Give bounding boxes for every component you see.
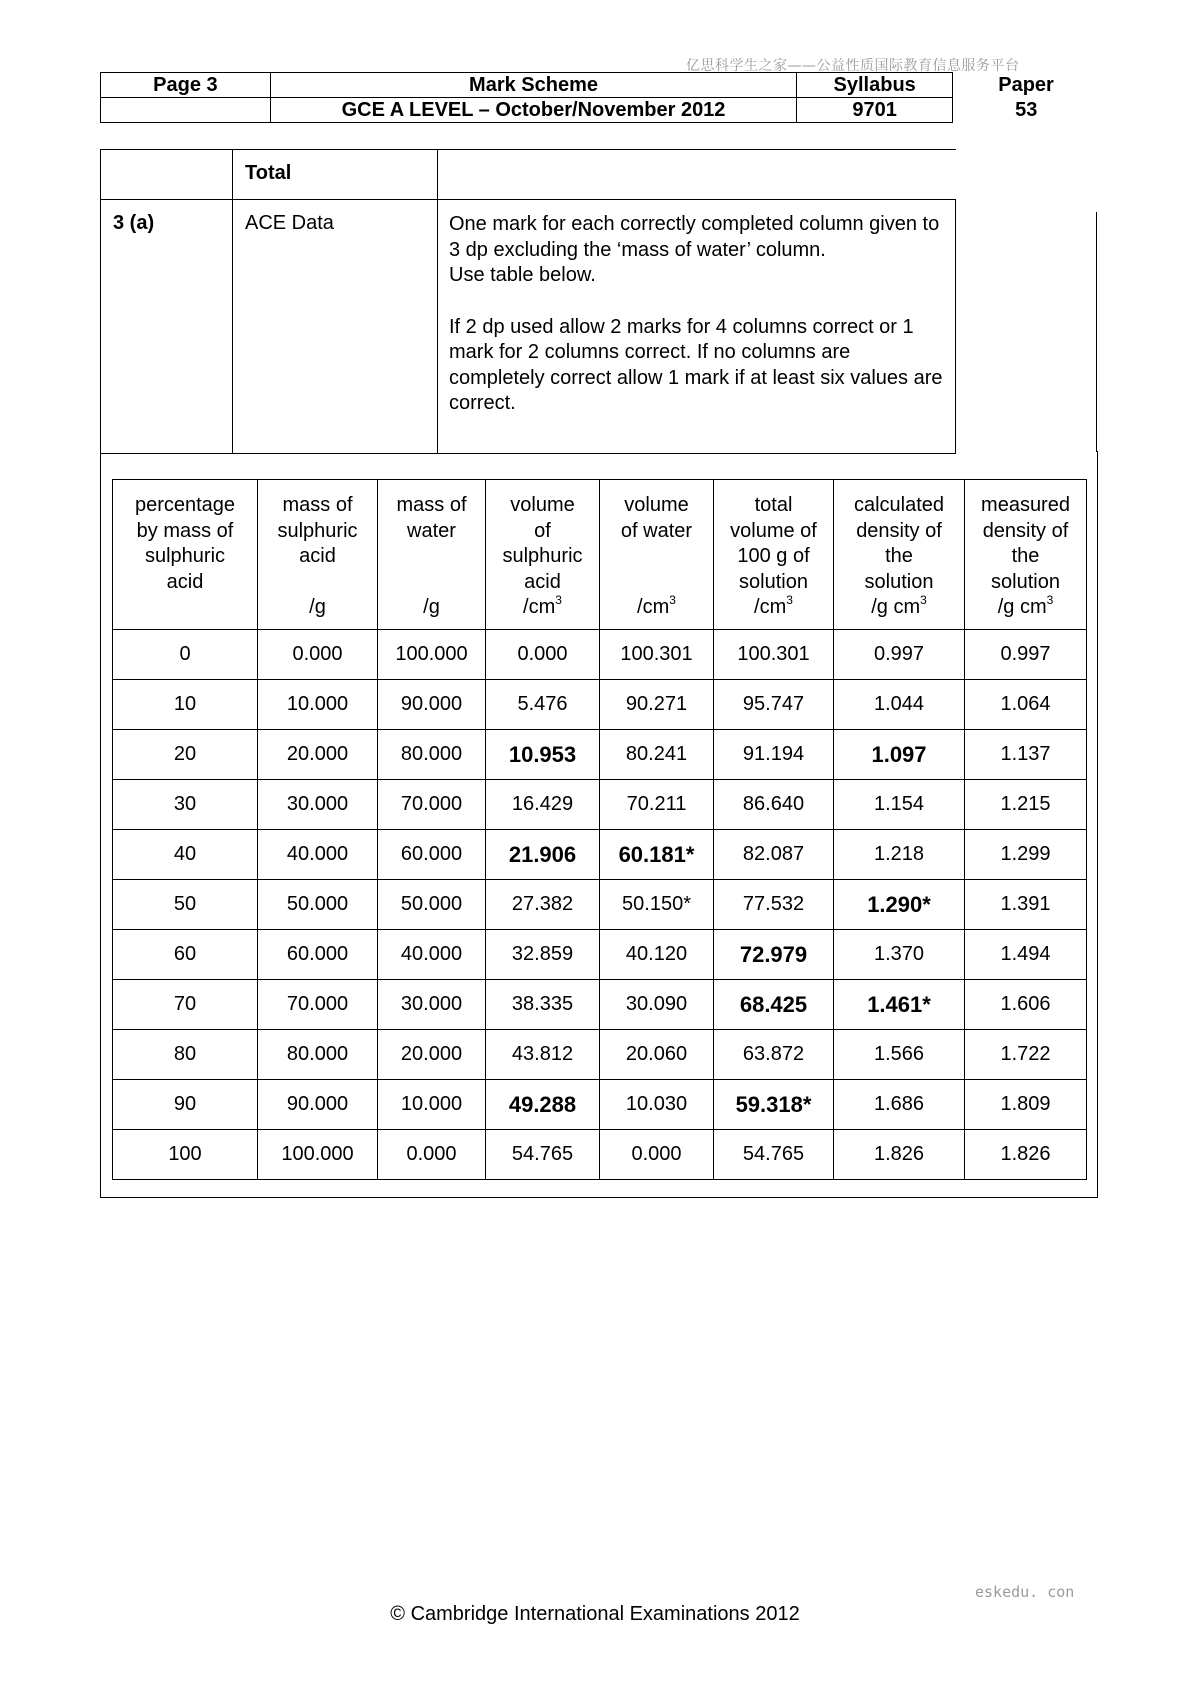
column-header-line: of water [620,519,693,542]
column-header [258,480,378,630]
table-cell: 0.997 [965,630,1087,680]
table-cell: 1.566 [834,1030,965,1080]
column-header-line: the [1011,545,1040,567]
table-cell: 1.494 [965,930,1087,980]
column-unit: /g [309,596,326,618]
table-cell: 5.476 [486,680,600,730]
column-unit: $/cm^3$ [523,593,562,618]
guidance-cell [438,200,956,454]
mark-scheme-table [100,149,956,454]
table-cell: 40 [113,830,258,880]
table-cell: 1.686 [834,1080,965,1130]
column-unit [113,595,257,621]
column-unit: /g $cm^3$ [871,593,927,618]
column-header [486,480,600,630]
density-data-table [112,479,1087,1180]
table-cell: 1.722 [965,1030,1087,1080]
table-row [113,730,1087,780]
frame-right-line [1096,212,1097,452]
table-cell: 20.000 [378,1030,486,1080]
table-cell: 100.301 [714,630,834,680]
table-cell: 90.271 [600,680,714,730]
copyright-footer: © Cambridge International Examinations 2012 [390,1603,800,1625]
table-cell: 10.000 [258,680,378,730]
table-row [113,630,1087,680]
table-cell: 0.000 [486,630,600,680]
column-header-line: sulphuric [502,545,583,567]
table-cell: 54.765 [486,1130,600,1180]
table-cell: 20 [113,730,258,780]
table-cell: 90 [113,1080,258,1130]
page-number: Page 3 [101,73,271,98]
table-cell: 68.425 [714,980,834,1030]
column-unit: $/cm^3$ [754,593,793,618]
guidance-text-2: If 2 dp used allow 2 marks for 4 columns correct or 1 mark for 2 columns correct. If no columns are completely correct allow 1 mark if at least six values are correct. [449,315,943,414]
table-cell: 1.809 [965,1080,1087,1130]
table-cell: 1.137 [965,730,1087,780]
table-row [113,1130,1087,1180]
table-cell: 1.064 [965,680,1087,730]
syllabus-code: 9701 [797,98,953,123]
column-header-line: 100 g of [737,545,810,567]
table-row [113,930,1087,980]
empty-header-cell [101,98,271,123]
table-cell: 100.000 [378,630,486,680]
table-cell: 54.765 [714,1130,834,1180]
column-header-line: of [534,519,551,542]
answer-text: ACE Data [245,212,334,234]
paper-number: 53 [1015,99,1038,121]
guidance-header [438,150,956,200]
column-header-line: solution [739,570,808,593]
column-header-line: volume [624,494,689,516]
column-header-line: sulphuric [144,545,226,567]
exam-name: GCE A LEVEL – October/November 2012 [270,98,796,123]
column-header-line: volume of [730,519,817,542]
table-cell: 1.044 [834,680,965,730]
table-cell: 70.000 [258,980,378,1030]
column-header-line: mass of [396,494,467,516]
question-number: 3 (a) [113,212,155,234]
table-row [113,880,1087,930]
table-cell: 100 [113,1130,258,1180]
column-header-line: volume [510,494,575,516]
table-cell: 10 [113,680,258,730]
table-header-row [113,480,1087,630]
column-header-line: solution [991,570,1060,593]
table-cell: 60.000 [258,930,378,980]
table-cell: 80.241 [600,730,714,780]
column-header-line: water [407,519,456,542]
table-cell: 50 [113,880,258,930]
table-cell: 95.747 [714,680,834,730]
table-row [113,1030,1087,1080]
table-cell: 0.997 [834,630,965,680]
table-cell: 60.000 [378,830,486,880]
table-row [113,830,1087,880]
column-header-line: percentage [134,494,236,516]
table-cell: 27.382 [486,880,600,930]
table-cell: 40.000 [258,830,378,880]
table-cell: 30.090 [600,980,714,1030]
column-header-line: measured [981,494,1070,516]
table-cell: 70 [113,980,258,1030]
table-cell: 49.288 [486,1080,600,1130]
watermark-bottom: eskedu. con [975,1583,1075,1601]
table-row [113,980,1087,1030]
table-cell: 91.194 [714,730,834,780]
table-cell: 38.335 [486,980,600,1030]
table-cell: 0.000 [258,630,378,680]
column-header-line: by mass of [136,519,234,542]
column-header-line: calculated [853,494,945,516]
table-cell: 30.000 [258,780,378,830]
table-cell: 80 [113,1030,258,1080]
table-cell: 1.097 [834,730,965,780]
total-header [233,150,438,200]
column-header-line: the [885,545,913,567]
document-title: Mark Scheme [270,73,796,98]
table-cell: 0 [113,630,258,680]
table-cell: 70.000 [378,780,486,830]
column-header-line: density of [856,519,942,542]
column-header [378,480,486,630]
watermark-top: 亿思科学生之家——公益性质国际教育信息服务平台 [686,58,1020,74]
table-cell: 1.154 [834,780,965,830]
syllabus-label: Syllabus [797,73,953,98]
table-cell: 82.087 [714,830,834,880]
column-header-line: solution [864,570,934,593]
table-cell: 10.953 [486,730,600,780]
column-header [600,480,714,630]
table-row [113,680,1087,730]
table-cell: 60 [113,930,258,980]
table-cell: 63.872 [714,1030,834,1080]
table-cell: 21.906 [486,830,600,880]
table-cell: 10.000 [378,1080,486,1130]
table-cell: 40.120 [600,930,714,980]
table-cell: 50.000 [378,880,486,930]
column-header [714,480,834,630]
table-cell: 60.181* [600,830,714,880]
column-unit: $/cm^3$ [637,593,676,618]
question-header [101,150,233,200]
table-cell: 32.859 [486,930,600,980]
column-header-line: acid [524,570,561,593]
table-cell: 0.000 [378,1130,486,1180]
table-cell: 1.391 [965,880,1087,930]
table-cell: 43.812 [486,1030,600,1080]
table-cell: 80.000 [258,1030,378,1080]
table-cell: 10.030 [600,1080,714,1130]
column-header-line: density of [982,519,1069,542]
table-cell: 1.218 [834,830,965,880]
column-header-line: mass of [282,494,353,516]
table-cell: 1.299 [965,830,1087,880]
column-header-line: acid [166,570,204,593]
table-cell: 1.606 [965,980,1087,1030]
column-header-line: sulphuric [277,519,358,542]
paper-label: Paper [998,74,1054,96]
table-cell: 70.211 [600,780,714,830]
guidance-text-1: One mark for each correctly completed column given to 3 dp excluding the ‘mass of water’ column. [449,213,940,261]
answer-cell [233,200,438,454]
table-cell: 16.429 [486,780,600,830]
column-header [113,480,258,630]
table-cell: 100.301 [600,630,714,680]
question-cell [101,200,233,454]
table-cell: 59.318* [714,1080,834,1130]
table-cell: 90.000 [378,680,486,730]
table-cell: 1.461* [834,980,965,1030]
table-cell: 50.000 [258,880,378,930]
table-cell: 100.000 [258,1130,378,1180]
table-cell: 20.060 [600,1030,714,1080]
column-header-line: acid [299,545,336,567]
table-cell: 30.000 [378,980,486,1030]
table-cell: 1.826 [834,1130,965,1180]
table-cell: 1.826 [965,1130,1087,1180]
page-header [100,72,1100,123]
column-unit: /g $cm^3$ [997,593,1054,618]
table-cell: 1.215 [965,780,1087,830]
table-cell: 90.000 [258,1080,378,1130]
table-cell: 1.370 [834,930,965,980]
table-cell: 20.000 [258,730,378,780]
table-cell: 72.979 [714,930,834,980]
table-row [113,780,1087,830]
total-label: Total [245,162,292,184]
column-header-line: total [754,494,793,516]
table-row [113,1080,1087,1130]
table-cell: 50.150* [600,880,714,930]
column-unit: /g [423,596,440,618]
table-cell: 40.000 [378,930,486,980]
table-cell: 80.000 [378,730,486,780]
table-cell: 30 [113,780,258,830]
column-header [834,480,965,630]
table-cell: 86.640 [714,780,834,830]
table-cell: 77.532 [714,880,834,930]
table-cell: 1.290* [834,880,965,930]
guidance-text-1b: Use table below. [449,264,596,286]
table-cell: 0.000 [600,1130,714,1180]
column-header [965,480,1087,630]
